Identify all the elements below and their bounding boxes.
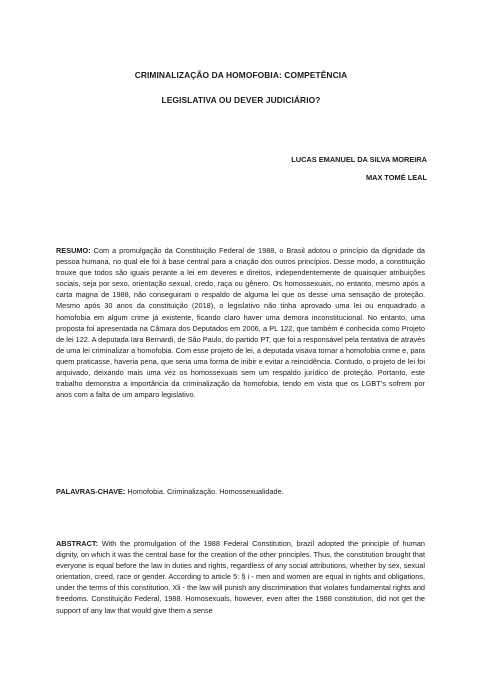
abstract-paragraph (56, 538, 425, 616)
resumo-paragraph (56, 245, 425, 400)
paper-title-line-1: CRIMINALIZAÇÃO DA HOMOFOBIA: COMPETÊNCIA (134, 70, 348, 80)
author-2: MAX TOMÉ LEAL (365, 173, 427, 182)
keywords-paragraph (56, 486, 425, 497)
keywords-text: Homofobia. Criminalização. Homossexualidade. (127, 487, 284, 496)
author-1: LUCAS EMANUEL DA SILVA MOREIRA (291, 155, 427, 164)
resumo-label: RESUMO: (56, 246, 91, 255)
abstract-label: ABSTRACT: (56, 539, 99, 548)
keywords-label: PALAVRAS-CHAVE: (56, 487, 126, 496)
resumo-text: Com a promulgação da Constituição Federal de 1988, o Brasil adotou o princípio da dignidade da pessoa humana, no qual ele foi à base central para a criação dos outros princípios. Desse modo, a constituição trouxe que todos são iguais perante a lei em deveres e direitos, independentemente de quaisquer atribuições sociais, seja por sexo, orientação sexual, credo, raça ou gênero. Os homossexuais, no entanto, mesmo após a carta magna de 1988, não conseguiram o respaldo de alguma lei que os desse uma sensação de proteção. Mesmo após 30 anos da constituição (2018), o legislativo não tinha aprovado uma lei ou enquadrado a homofobia em algum crime já existente, ficando claro haver uma demora inconstitucional. No entanto, uma proposta foi apresentada na Câmara dos Deputados em 2006, a PL 122, que também é conhecida como Projeto de lei 122. A deputada Iara Bernardi, de São Paulo, do partido PT, que foi a responsável pela tentativa de através de uma lei criminalizar a homofobia. Com esse projeto de lei, a deputada visava tornar a homofobia crime e, para quem praticasse, haveria pena, que seria uma forma de inibir e evitar a reincidência. Contudo, o projeto de lei foi arquivado, deixando mais uma vez os homossexuais sem um respaldo jurídico de proteção. Portanto, este trabalho demonstra a importância da criminalização da homofobia, tendo em vista que os LGBT's sofrem por anos com a falta de um amparo legislativo. (56, 246, 426, 400)
paper-title-line-2: LEGISLATIVA OU DEVER JUDICIÁRIO? (161, 95, 321, 105)
abstract-text: With the promulgation of the 1988 Federal Constitution, brazil adopted the principle of human dignity, on which it was the central base for the creation of the other principles. Thus, the constitution brought that everyone is equal before the law in duties and rights, regardless of any social attributions, whether by sex, sexual orientation, creed, race or gender. According to article 5: § i - men and women are equal in rights and obligations, under the terms of this constitution. Xli - the law will punish any discrimination that violates fundamental rights and freedoms. Constituição Federal, 1988. Homosexuals, however, even after the 1988 constitution, did not get the support of any law that would give them a sense (56, 539, 426, 615)
